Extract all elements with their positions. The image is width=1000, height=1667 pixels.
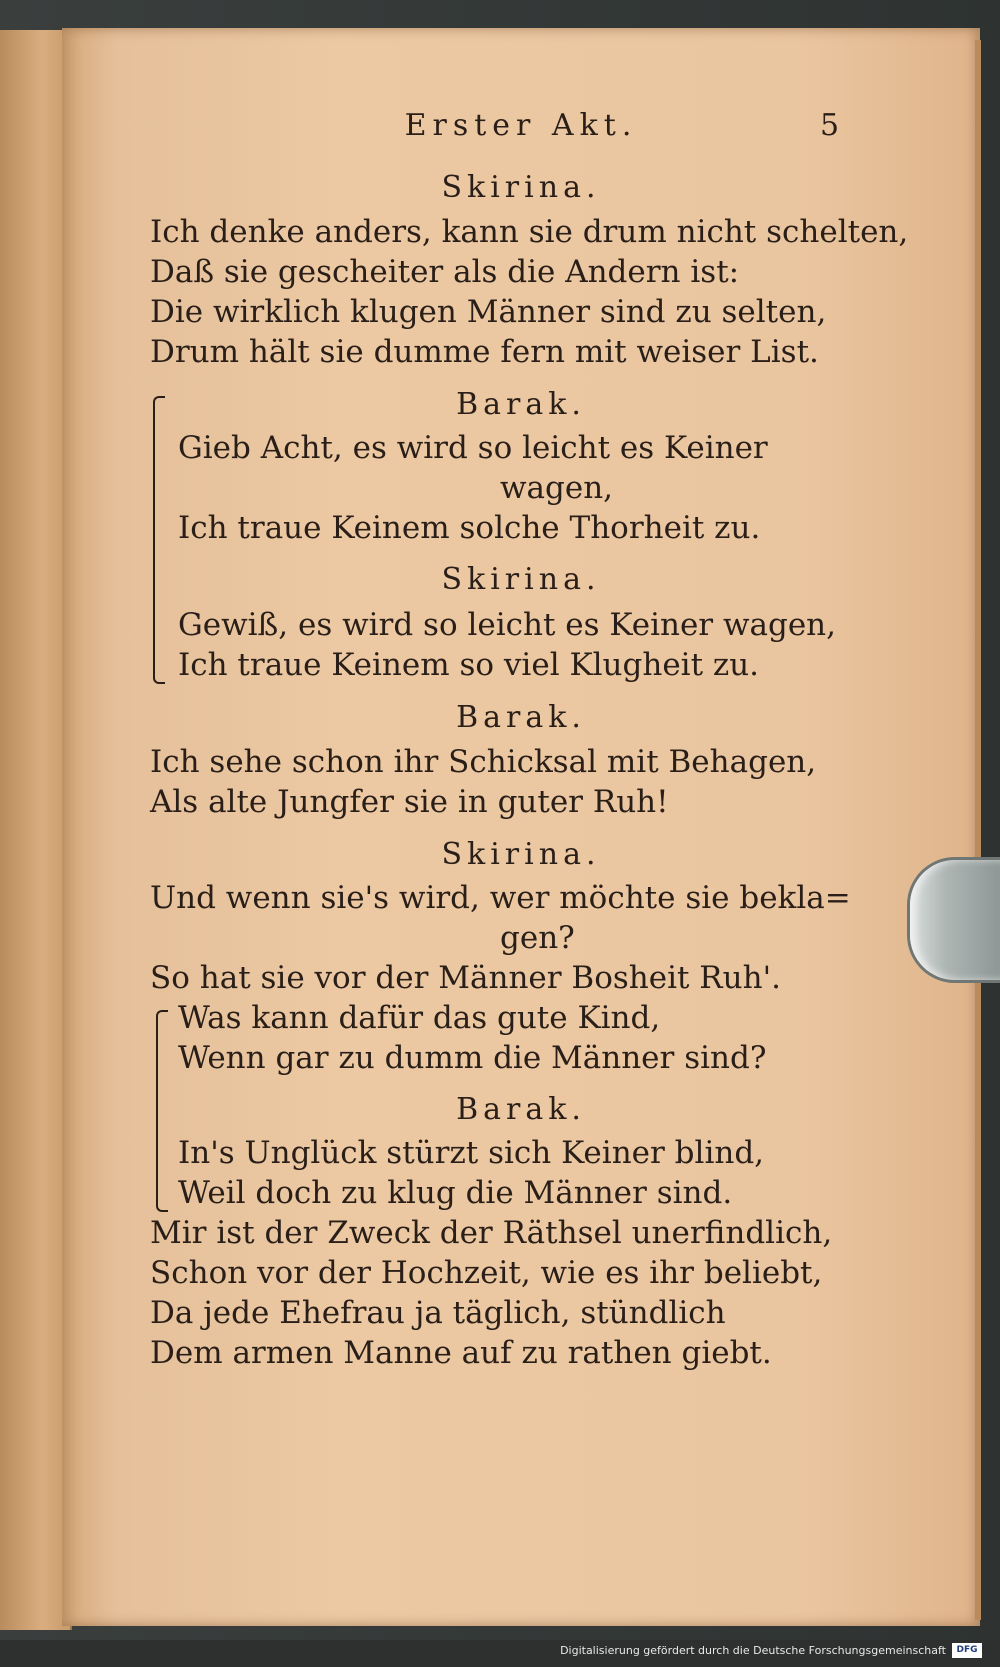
verse-line: Als alte Jungfer sie in guter Ruh! bbox=[150, 784, 669, 820]
verse-line: Ich denke anders, kann sie drum nicht schelten, bbox=[150, 214, 909, 250]
page-number: 5 bbox=[820, 108, 840, 143]
verse-line: Gieb Acht, es wird so leicht es Keiner bbox=[178, 430, 768, 466]
verse-line: Was kann dafür das gute Kind, bbox=[178, 1000, 661, 1036]
verse-line: Wenn gar zu dumm die Männer sind? bbox=[178, 1040, 767, 1076]
verse-line: Schon vor der Hochzeit, wie es ihr beliebt, bbox=[150, 1255, 823, 1291]
verse-line: In's Unglück stürzt sich Keiner blind, bbox=[178, 1135, 765, 1171]
verse-line: Gewiß, es wird so leicht es Keiner wagen, bbox=[178, 607, 836, 643]
speaker-label: Barak. bbox=[456, 1092, 586, 1127]
footer-bar bbox=[0, 1640, 1000, 1667]
speaker-label: Barak. bbox=[456, 387, 586, 422]
verse-line: Drum hält sie dumme fern mit weiser List. bbox=[150, 334, 819, 370]
verse-line: Mir ist der Zweck der Räthsel unerfindlich, bbox=[150, 1215, 833, 1251]
duet-brace bbox=[153, 396, 165, 684]
verse-line: So hat sie vor der Männer Bosheit Ruh'. bbox=[150, 960, 781, 996]
verse-line: gen? bbox=[500, 920, 575, 956]
verse-line: Die wirklich klugen Männer sind zu selten, bbox=[150, 294, 827, 330]
speaker-label: Barak. bbox=[456, 700, 586, 735]
verse-line: Und wenn sie's wird, wer möchte sie bekla= bbox=[150, 880, 851, 916]
speaker-label: Skirina. bbox=[441, 562, 601, 597]
speaker-label: Skirina. bbox=[441, 837, 601, 872]
verse-line: Dem armen Manne auf zu rathen giebt. bbox=[150, 1335, 772, 1371]
running-head-title: Erster Akt. bbox=[404, 108, 638, 143]
verse-line: Ich sehe schon ihr Schicksal mit Behagen, bbox=[150, 744, 817, 780]
verse-line: Weil doch zu klug die Männer sind. bbox=[178, 1175, 733, 1211]
verse-line: wagen, bbox=[500, 470, 614, 506]
verse-line: Ich traue Keinem so viel Klugheit zu. bbox=[178, 647, 760, 683]
verse-line: Daß sie gescheiter als die Andern ist: bbox=[150, 254, 740, 290]
verse-line: Da jede Ehefrau ja täglich, stündlich bbox=[150, 1295, 726, 1331]
dfg-logo: DFG bbox=[952, 1643, 982, 1658]
speaker-label: Skirina. bbox=[441, 170, 601, 205]
verse-line: Ich traue Keinem solche Thorheit zu. bbox=[178, 510, 761, 546]
digitization-note: Digitalisierung gefördert durch die Deutsche Forschungsgemeinschaft bbox=[560, 1644, 946, 1657]
